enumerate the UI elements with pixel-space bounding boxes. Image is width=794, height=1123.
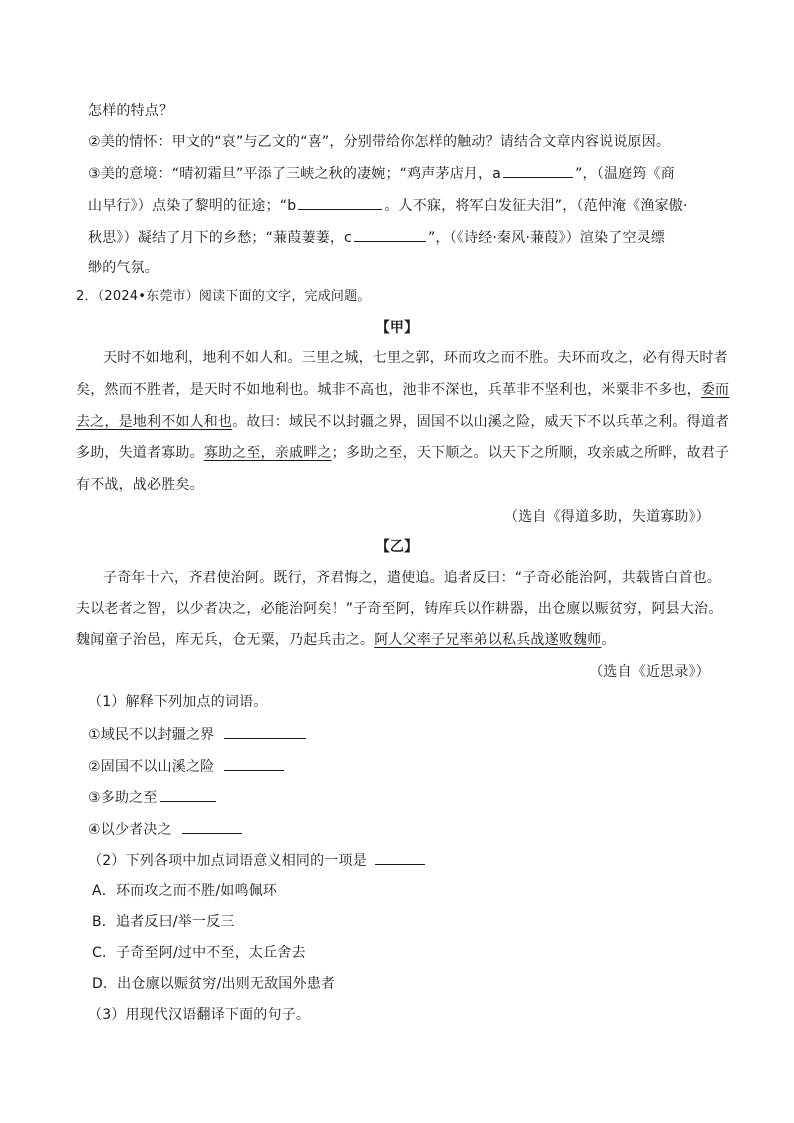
jia-source: （选自《得道多助，失道寡助》） (504, 509, 710, 525)
answer-blank-1[interactable] (224, 724, 306, 739)
option-b: B．追者反曰/举一反三 (92, 914, 235, 930)
sub-q3-title: （3）用现代汉语翻译下面的句子。 (88, 1007, 311, 1023)
answer-blank-4[interactable] (182, 819, 242, 834)
sub-q2-title (88, 850, 427, 871)
sub-q1-item-1 (88, 724, 308, 745)
jia-line-2 (76, 380, 729, 400)
sub-q1-item-3 (88, 787, 218, 808)
yi-line-2: 夫以老者之智，以少者决之，必能治阿矣！”子奇至阿，铸库兵以作耕器，出仓廪以赈贫穷，阿县大治。 (76, 601, 723, 617)
jia-line-2-text: 矣，然而不胜者，是天时不如地利也。城非不高也，池非不深也，兵革非不坚利也，米粟非不多也， (76, 382, 701, 398)
option-c: C．子奇至阿/过中不至，太丘舍去 (92, 945, 306, 961)
sub-q1-item-4 (88, 819, 244, 840)
jia-line-5: 有不战，战必胜矣。 (76, 477, 204, 493)
jia-line-3 (76, 412, 729, 432)
yi-line-3-end: 。 (601, 632, 616, 648)
yi-underlined: 阿人父率子兄率弟以私兵战遂败魏师 (374, 632, 602, 648)
sub-q1-item-3-text: ③多助之至 (88, 790, 158, 806)
jia-underlined-2: 寡助之至，亲戚畔之 (203, 445, 332, 461)
q1-sub3-text-f: ”，（《诗经·秦风·蒹葭》）渲染了空灵缥 (427, 230, 666, 246)
jia-line-4-text-b: ；多助之至，天下顺之。以天下之所顺，攻亲戚之所畔，故君子 (331, 445, 730, 461)
q1-sub3-line1 (88, 163, 675, 184)
answer-blank-5[interactable] (375, 850, 425, 865)
passage-jia-title: 【甲】 (375, 320, 419, 336)
answer-blank-2[interactable] (224, 756, 284, 771)
yi-source: （选自《近思录》） (589, 664, 710, 680)
jia-line-1: 天时不如地利，地利不如人和。三里之城，七里之郭，环而攻之而不胜。夫环而攻之，必有得天时者 (103, 350, 728, 366)
jia-line-4-text-a: 多助，失道者寡助。 (76, 445, 204, 461)
jia-line-3-text: 。故曰：域民不以封疆之界，固国不以山溪之险，威天下不以兵革之利。得道者 (232, 414, 730, 430)
q2-header: 2．（2024•东莞市）阅读下面的文字，完成问题。 (76, 289, 371, 304)
option-a: A．环而攻之而不胜/如鸣佩环 (92, 883, 278, 899)
q1-sub3-line3 (88, 227, 665, 248)
q1-sub3-text-b: ”，（温庭筠《商 (575, 166, 675, 182)
q1-sub3-text-d: 。人不寐，将军白发征夫泪”，（范仲淹《渔家傲· (384, 198, 688, 214)
yi-line-3-text: 魏闻童子治邑，库无兵，仓无粟，乃起兵击之。 (76, 632, 375, 648)
option-d: D．出仓廪以赈贫穷/出则无敌国外患者 (92, 976, 336, 992)
blank-c[interactable] (354, 227, 426, 242)
q1-sub3-text-c: 山早行》）点染了黎明的征途；“b (88, 198, 297, 214)
q1-sub3-text-e: 秋思》）凝结了月下的乡愁；“蒹葭萋萋，c (88, 230, 352, 246)
blank-a[interactable] (503, 163, 573, 178)
blank-b[interactable] (298, 195, 382, 210)
q1-sub2-emotion: ②美的情怀：甲文的“哀”与乙文的“喜”，分别带给你怎样的触动？请结合文章内容说说原因。 (88, 134, 671, 150)
q1-sub3-text-a: ③美的意境：“晴初霜旦”平添了三峡之秋的凄婉；“鸡声茅店月，a (88, 166, 502, 182)
yi-line-3 (76, 630, 616, 650)
jia-underlined-1b: 去之，是地利不如人和也 (76, 414, 233, 430)
jia-line-4 (76, 443, 729, 463)
q1-sub3-line2 (88, 195, 688, 216)
yi-line-1: 子奇年十六，齐君使治阿。既行，齐君悔之，遣使追。追者反曰：“子奇必能治阿，共载皆白首也。 (103, 570, 722, 586)
passage-yi-title: 【乙】 (375, 539, 419, 555)
sub-q2-title-text: （2）下列各项中加点词语意义相同的一项是 (88, 853, 367, 869)
sub-q1-item-4-text: ④以少者决之 (88, 822, 172, 838)
sub-q1-title: （1）解释下列加点的词语。 (88, 694, 268, 710)
q1-line-features: 怎样的特点？ (88, 103, 174, 119)
sub-q1-item-2-text: ②固国不以山溪之险 (88, 759, 215, 775)
q1-sub3-line4: 缈的气氛。 (88, 260, 159, 276)
sub-q1-item-1-text: ①域民不以封疆之界 (88, 727, 215, 743)
sub-q1-item-2 (88, 756, 286, 777)
jia-underlined-1a: 委而 (700, 382, 730, 398)
answer-blank-3[interactable] (160, 787, 216, 802)
